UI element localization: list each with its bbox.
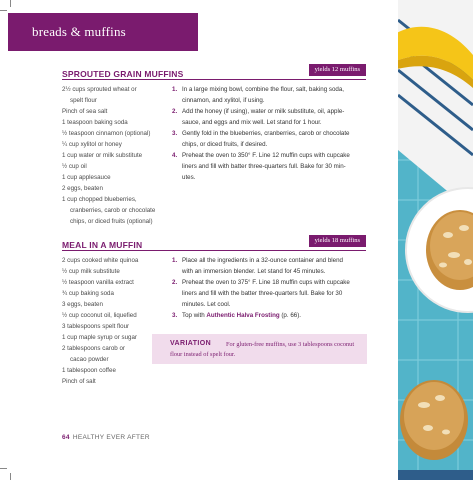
ingredients-list bbox=[62, 84, 172, 227]
ingredient-item: 1 cup water or milk substitute bbox=[62, 152, 143, 159]
divider bbox=[62, 250, 366, 251]
ingredient-item: Pinch of sea salt bbox=[62, 108, 108, 115]
recipe-title: MEAL IN A MUFFIN bbox=[62, 240, 143, 250]
ingredient-item: ½ cup oil bbox=[62, 163, 87, 170]
step-number: 4. bbox=[172, 152, 178, 159]
ingredient-item: 3 eggs, beaten bbox=[62, 301, 103, 308]
step-text: Add the honey (if using), water or milk substitute, oil, apple- sauce, and eggs and mix well. Let stand for 1 hour. bbox=[182, 108, 345, 126]
ingredient-item: ½ cup coconut oil, liquefied bbox=[62, 312, 137, 319]
crop-mark bbox=[0, 10, 7, 11]
ingredient-item: 1 cup chopped blueberries, bbox=[62, 196, 137, 203]
ingredient-item: 3 tablespoons spelt flour bbox=[62, 323, 130, 330]
ingredient-item: 1 cup maple syrup or sugar bbox=[62, 334, 137, 341]
recipe-title: SPROUTED GRAIN MUFFINS bbox=[62, 69, 184, 79]
step-text: Preheat the oven to 350° F. Line 12 muffin cups with cupcake liners and fill with batter three-quarters full. Bake for 30 min- utes. bbox=[182, 152, 350, 181]
step-text bbox=[182, 310, 368, 321]
ingredient-item: spelt flour bbox=[70, 97, 97, 104]
crop-mark bbox=[10, 0, 11, 7]
ingredient-item: 1 teaspoon baking soda bbox=[62, 119, 128, 126]
book-title: HEALTHY EVER AFTER bbox=[72, 434, 150, 441]
instruction-step bbox=[172, 84, 368, 106]
step-text-after: (p. 66). bbox=[279, 312, 301, 319]
recipe-reference-link[interactable]: Authentic Halva Frosting bbox=[206, 312, 280, 319]
page-number: 64 bbox=[62, 434, 70, 441]
muffin-photo-image bbox=[398, 0, 473, 480]
crop-mark bbox=[10, 473, 11, 480]
muffin bbox=[400, 380, 468, 460]
ingredient-item: Pinch of salt bbox=[62, 378, 96, 385]
instruction-step bbox=[172, 255, 368, 277]
muffin-photo bbox=[398, 0, 473, 480]
variation-label: VARIATION bbox=[170, 340, 212, 347]
step-text-before: Top with bbox=[182, 312, 207, 319]
step-number: 1. bbox=[172, 257, 178, 264]
ingredient-item: chips, or diced fruits (optional) bbox=[70, 218, 153, 225]
ingredient-item: 2 cups cooked white quinoa bbox=[62, 257, 139, 264]
instructions-list bbox=[172, 84, 368, 183]
ingredient-item: cacao powder bbox=[70, 356, 109, 363]
section-header bbox=[8, 13, 198, 51]
step-number: 2. bbox=[172, 108, 178, 115]
ingredients-list bbox=[62, 255, 172, 387]
yields-badge: yields 12 muffins bbox=[309, 64, 366, 76]
step-number: 2. bbox=[172, 279, 178, 286]
ingredient-item: cranberries, carob or chocolate bbox=[70, 207, 156, 214]
step-text: Gently fold in the blueberries, cranberries, carob or chocolate chips, or diced fruits, if desired. bbox=[182, 130, 350, 148]
instruction-step bbox=[172, 150, 368, 183]
variation-box bbox=[152, 334, 367, 364]
step-text: In a large mixing bowl, combine the flour, salt, baking soda, cinnamon, and xylitol, if using. bbox=[182, 86, 344, 104]
step-number: 3. bbox=[172, 312, 178, 319]
instruction-step bbox=[172, 310, 368, 321]
ingredient-item: 2½ cups sprouted wheat or bbox=[62, 86, 137, 93]
ingredient-item: ½ teaspoon vanilla extract bbox=[62, 279, 134, 286]
instruction-step bbox=[172, 277, 368, 310]
ingredient-item: ¼ cup xylitol or honey bbox=[62, 141, 122, 148]
step-text: Preheat the oven to 375° F. Line 18 muffin cups with cupcake liners and fill with the batter three-quarters full. Bake for 30 minutes. Let cool. bbox=[182, 279, 350, 308]
instruction-step bbox=[172, 128, 368, 150]
ingredient-item: ½ cup milk substitute bbox=[62, 268, 120, 275]
ingredient-item: ¾ cup baking soda bbox=[62, 290, 114, 297]
variation-text: For gluten-free muffins, use 3 tablespoons coconut flour instead of spelt four. bbox=[170, 341, 355, 358]
ingredient-item: 1 tablespoon coffee bbox=[62, 367, 116, 374]
step-number: 1. bbox=[172, 86, 178, 93]
instructions-list bbox=[172, 255, 368, 321]
step-text: Place all the ingredients in a 32-ounce container and blend with an immersion blender. Let stand for 45 minutes. bbox=[182, 257, 343, 275]
page-footer bbox=[62, 434, 150, 441]
crop-mark bbox=[0, 468, 7, 469]
ingredient-item: 2 tablespoons carob or bbox=[62, 345, 125, 352]
ingredient-item: 1 cup applesauce bbox=[62, 174, 111, 181]
ingredient-item: ½ teaspoon cinnamon (optional) bbox=[62, 130, 151, 137]
ingredient-item: 2 eggs, beaten bbox=[62, 185, 103, 192]
instruction-step bbox=[172, 106, 368, 128]
section-label: breads & muffins bbox=[32, 24, 126, 39]
yields-badge: yields 18 muffins bbox=[309, 235, 366, 247]
step-number: 3. bbox=[172, 130, 178, 137]
divider bbox=[62, 79, 366, 80]
